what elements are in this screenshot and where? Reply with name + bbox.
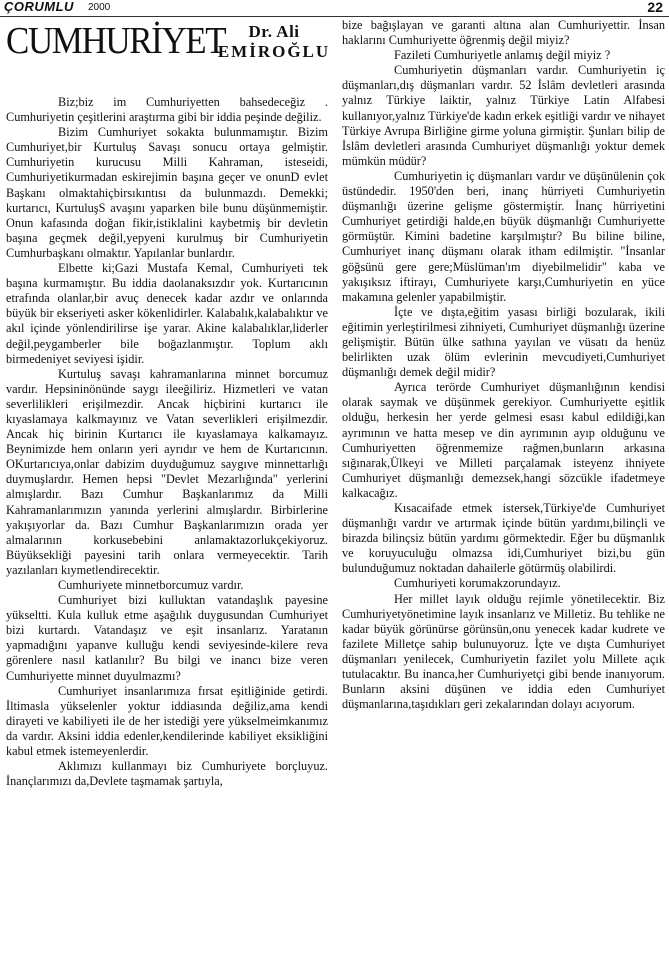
paragraph: Ayrıca terörde Cumhuriyet düşmanlığının kendisi olarak saymak ve düşünmek gerekiyor. Cumhuriyette eşitlik olduğu, herkesin her yerde gelmesi esası kabul edildiği,kan ayrımının ve hatta mesep ve din ayrımının ayıp olduğunu ve Cumhuriyetten öğrenmemize rağmen,bunların arkasına sığınarak,Ülkeyi ve Milleti parçalamak isteyenz ihniyete Cumhuriyet düşmanlığı demezsek,hangi sözcükle ifadetmeye kalkacağız. (342, 380, 665, 500)
paragraph: Bizim Cumhuriyet sokakta bulunmamıştır. Bizim Cumhuriyet,bir Kurtuluş Savaşı sonucu ortaya gelmiştir. Cumhuriyetin kurucusu Milli Kahraman, isteseidi, Cumhuriyetikurmadan eskirejimin başına geçer ve onunD evlet Başkanı olmaktahiçbirsıkıntısı da bulunmazdı. Demekki; kurtarıcı, KurtuluşS avaşını yaparken bile bunu düşünmemiştir. Onun kafasında doğan fikir,istiklalini kaybetmiş bir devletin başına geçmek değil,yepyeni kurulmuş bir Cumhuriyetin Cumhurbaşkanı olmaktır. Yapılanlar bunlardır. (6, 125, 328, 260)
paragraph: Her millet layık olduğu rejimle yönetilecektir. Biz Cumhuriyetyönetimine layık insanlarız ve Milletiz. Bu tehlike ne kadar büyük görünürse görünsün,onu yenecek kadar kudrete ve fazilete Milletçe sahip bulunuyoruz. İçte ve dışta Cumhuriyet düşmanları yenilecek, Cumhuriyetin fazilet yolu Millete açık tutulacaktır. Bu inanca,her Cumhuriyetçi gibi bende inanıyorum. Bunların aksini düşünen ve iddia eden Cumhuriyet düşmanlarına,taşıdıkları geri zekalarından dolayı acıyorum. (342, 591, 665, 712)
paragraph: Aklımızı kullanmayı biz Cumhuriyete borçluyuz. İnançlarımızı da,Devlete taşmamak şartıyla, (6, 759, 328, 789)
paragraph: bize bağışlayan ve garanti altına alan Cumhuriyettir. İnsan haklarını Cumhuriyette öğrenmiş değil miyiz? (342, 18, 665, 48)
paragraph: Cumhuriyet bizi kulluktan vatandaşlık payesine yükseltti. Kula kulluk etme aşağılık duygusundan Cumhuriyet bizi kurtardı. Vatandaşız ve eşit insanlarız. Yaratanın yapmadığını yapanve kulluğu kendi seviyesinde-kilere reva görenlere nasıl katlanılır? Bu bilgi ve inancı bize veren Cumhuriyette minnet duyulmazmı? (6, 593, 328, 683)
left-column (6, 95, 328, 789)
paragraph: Cumhuriyet insanlarımıza fırsat eşitliğinide getirdi. İltimasla yükselenler yoktur iddiasında değiliz,ama kendi dirayeti ve kabiliyeti ile de her istediği yere yükselmeimkanımız da vardır. Aksini iddia edenler,kendilerinde kabiliyet eksikliğini kabul etmek istemeyenlerdir. (6, 683, 328, 759)
page-number: 22 (647, 0, 663, 15)
author-last-name: EMİROĞLU (217, 42, 331, 61)
right-column (342, 18, 665, 712)
paragraph: Cumhuriyetin düşmanları vardır. Cumhuriyetin iç düşmanları,dış düşmanları vardır. 52 İslâm devletleri arasında yalnız Türkiye laiktir, yalnız Türkiye Latin Alfabesi kullanıyor,yalnız Türkiye'de kadın erkek eşitliği vardır ve nihayet Türkiye Avrupa Birliğine girme yoluna girmiştir. Şunları bilip de İslâm devletleri arasında Cumhuriyet düşmanlığı yoktur demek mümkün müdür? (342, 63, 665, 168)
paragraph: Cumhuriyeti korumakzorundayız. (394, 576, 561, 591)
paragraph: Biz;biz im Cumhuriyetten bahsedeceğiz . Cumhuriyetin çeşitlerini araştırma gibi bir iddia peşinde değiliz. (6, 95, 328, 125)
paragraph: Cumhuriyete minnetborcumuz vardır. (58, 578, 244, 592)
publication-logo: ÇORUMLU (4, 0, 74, 14)
paragraph: İçte ve dışta,eğitim yasası birliği bozularak, ikili eğitimin yerleştirilmesi zihniyeti, Cumhuriyet düşmanlığı üzerine gelişmiştir. Bütün ülke sathına yayılan ve vüsatı da henüz belirlikten uzak ölüm evlerinin mevcudiyeti,Cumhuriyet düşmanlığı demek değil midir? (342, 304, 665, 380)
paragraph: Elbette ki;Gazi Mustafa Kemal, Cumhuriyeti tek başına kurmamıştır. Bu iddia daolanaksızdır yok. Kurtarıcının etrafında olanlar,bir avuç denecek kadar azdır ve onlarında büyük bir ekseriyeti asker kökenlidirler. Kalabalık,kalabalıktır ve akıl içinde yönlendirilirse işe yarar. Akine kalabalıklar,liderler değil,peygamberler bile boğazlanmıştır. Toplum aklı birmedeniyet seviyesi işidir. (6, 261, 328, 366)
issue-year: 2000 (88, 2, 111, 13)
author-first-name: Dr. Ali (248, 22, 300, 41)
paragraph: Fazileti Cumhuriyetle anlamış değil miyiz ? (394, 48, 611, 63)
page-header (0, 0, 669, 16)
paragraph: Kısacaifade etmek istersek,Türkiye'de Cumhuriyet düşmanlığı vardır ve artırmak içinde bütün yardımı,bilinçli ve birazda bilinçsiz bütün yardımı görmektedir. Eğer bu düşmanlık ve koruyuculuğu olmazsa idi,Cumhuriyet bizi,bu gün bulunduğumuz noktadan dahailerle götürmüş olabilirdi. (342, 501, 665, 576)
header-divider (0, 16, 669, 17)
author-byline (210, 22, 338, 62)
paragraph: Kurtuluş savaşı kahramanlarına minnet borcumuz vardır. Hepsininönünde saygı ileeğiliriz. Hizmetleri ve vatan severlilikleri erişilmezdir. Ancak hiçbirini kurtarıcı ile kıyaslamaya kalkmayınız ve Vatan severlikleri erişilmezdir. Ancak hiç birinin Kurtarıcı ile kıyaslamaya kalkamayız. Beynimizde hem onların yeri ayrıdır ve hem de Kurtarıcının. OKurtarıcıya,onlar dabizim duyduğumuz saygıve minnettarlığı duymuşlardır. Hemen hepsi "Devlet Mezarlığında" yerlerini almışlardır. Bazı Cumhur Başkanlarımız da Milli Kahramanlarımızın yanında yerlerini almışlardır. Birbirlerine yakışıyorlar da. Bazı Cumhur Başkanlarımızın orada yer almalarının korkusebebini anlamaktazorlukçekiyoruz. Büyüksekliği payesini tarih onlara vermeyecektir. Tarih yazılanları kıymetlendirecektir. (6, 366, 328, 577)
article-title: CUMHURİYET (6, 20, 226, 62)
paragraph: Cumhuriyetin iç düşmanları vardır ve düşünülenin çok üstündedir. 1950'den beri, inanç hürriyeti Cumhuriyetin düşmanlığı üzerine gelişme göstermiştir. İnanç hürriyetini Cumhuriyet getirdiği halde,en büyük düşmanlığı Cumhuriyette görmüştür. Kimini badetine karşılmıştır? Bu biline biline, Cumhuriyet inanç düşmanı olarak itham edilmiştir. "İnsanlar göğsünü gere gere;Müslüman'ım diyebilmelidir" kaba ve yakışıksız iftirayı, Cumhuriyete karşı,Cumhuriyetin en yüce makamına gelenler yapabilmiştir. (342, 168, 665, 304)
